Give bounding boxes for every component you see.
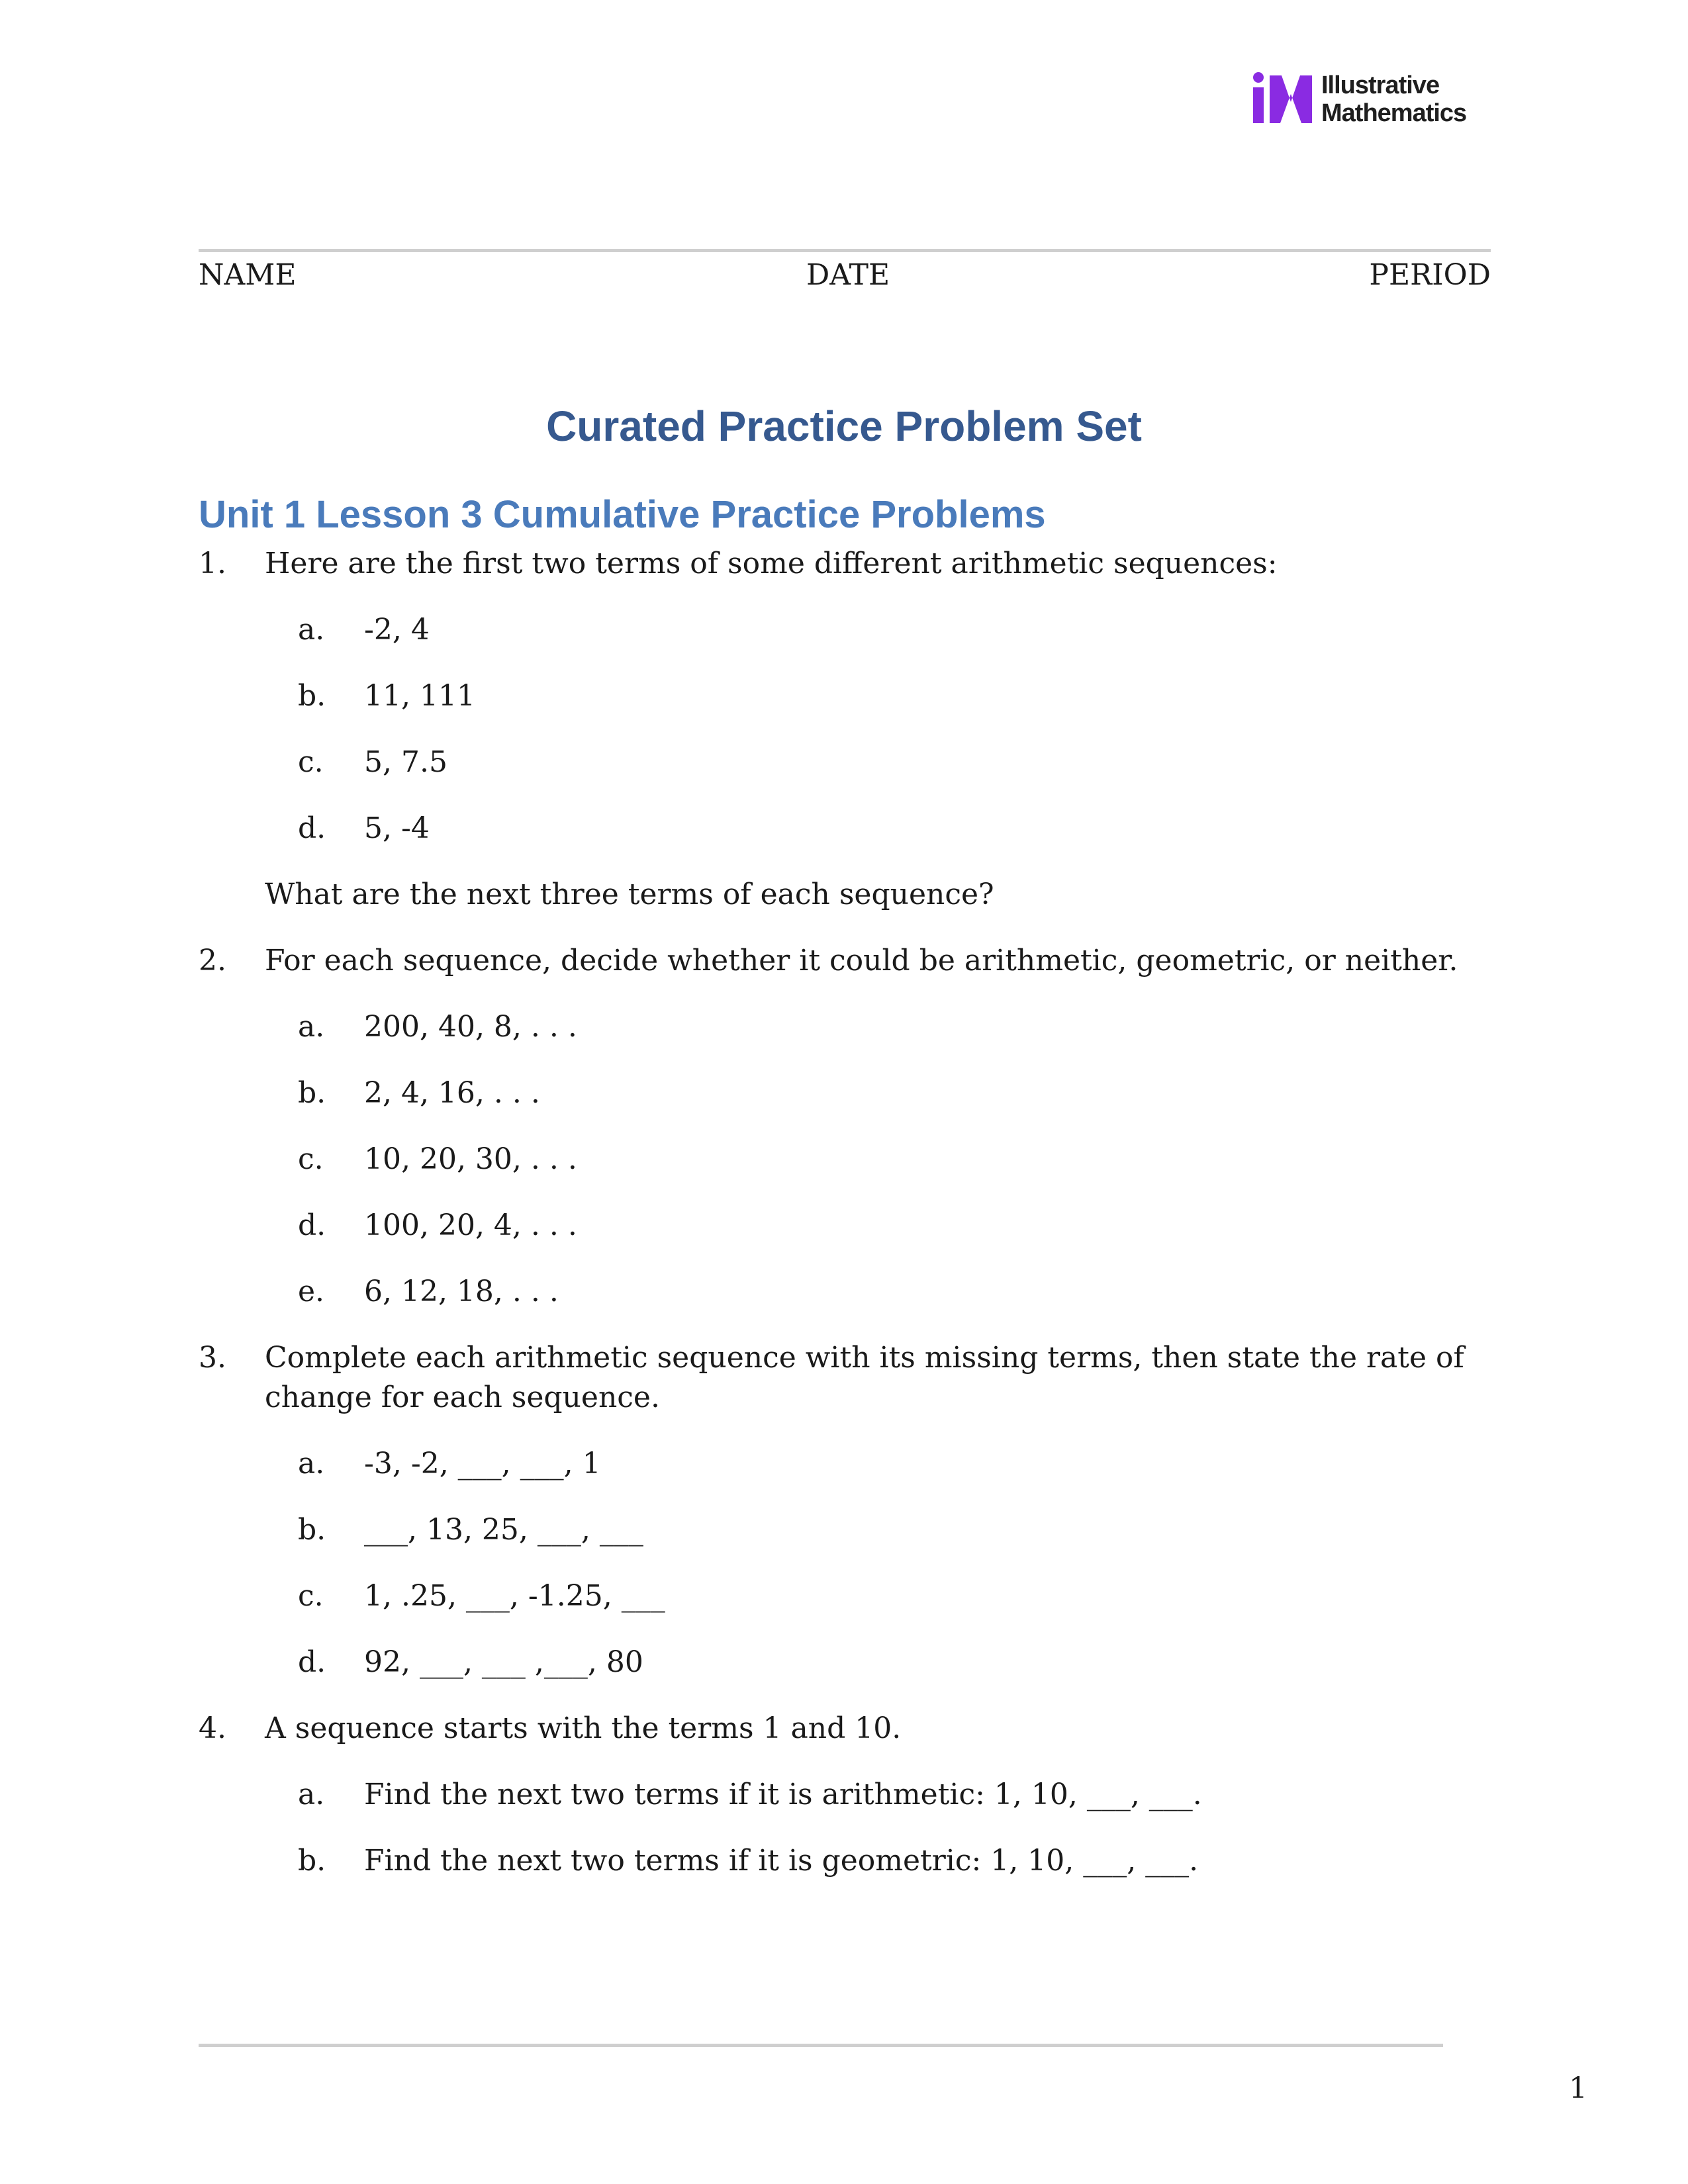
illustrative-mathematics-logo (1250, 71, 1488, 127)
item-label: b. (298, 679, 326, 713)
item-label: a. (298, 1010, 325, 1044)
list-item (265, 1576, 1496, 1616)
list-item (265, 1775, 1496, 1815)
problem-items (265, 1775, 1496, 1881)
item-text: 200, 40, 8, . . . (364, 1010, 577, 1044)
item-text: Find the next two terms if it is geometric: 1, 10, ___, ___. (364, 1844, 1199, 1878)
list-item (265, 1272, 1496, 1312)
section-heading: Unit 1 Lesson 3 Cumulative Practice Problems (199, 493, 1046, 536)
list-item (265, 743, 1496, 782)
item-text: -2, 4 (364, 613, 430, 647)
problem-text: Complete each arithmetic sequence with its missing terms, then state the rate of change for each sequence. (265, 1341, 1464, 1414)
list-item (265, 610, 1496, 650)
item-label: c. (298, 1142, 324, 1176)
logo-line-1: Illustrative (1321, 71, 1440, 99)
item-label: b. (298, 1076, 326, 1110)
list-item (265, 1444, 1496, 1484)
item-label: b. (298, 1513, 326, 1547)
item-label: d. (298, 811, 326, 845)
item-text: 5, -4 (364, 811, 430, 845)
item-text: 5, 7.5 (364, 745, 447, 779)
item-label: c. (298, 1579, 324, 1613)
item-label: d. (298, 1645, 326, 1679)
problem-question: What are the next three terms of each sequence? (265, 878, 994, 911)
item-text: 11, 111 (364, 679, 475, 713)
item-label: a. (298, 1447, 325, 1480)
item-text: 92, ___, ___ ,___, 80 (364, 1645, 643, 1679)
name-label: NAME (199, 258, 297, 292)
problem-4 (199, 1709, 1496, 1881)
item-label: e. (298, 1275, 325, 1308)
item-text: -3, -2, ___, ___, 1 (364, 1447, 601, 1480)
problem-number: 1. (199, 547, 226, 580)
page-number: 1 (1569, 2071, 1587, 2105)
item-label: a. (298, 613, 325, 647)
problem-text: Here are the first two terms of some different arithmetic sequences: (265, 547, 1278, 580)
list-item (265, 1007, 1496, 1047)
problem-1 (199, 544, 1496, 915)
problem-items (265, 610, 1496, 848)
problem-number: 2. (199, 944, 226, 978)
header-divider (199, 249, 1491, 252)
problem-number: 4. (199, 1711, 226, 1745)
list-item (265, 1140, 1496, 1179)
list-item (265, 1510, 1496, 1550)
item-text: 10, 20, 30, . . . (364, 1142, 577, 1176)
item-text: 100, 20, 4, . . . (364, 1208, 577, 1242)
page-title: Curated Practice Problem Set (546, 402, 1142, 450)
item-label: a. (298, 1778, 325, 1811)
list-item (265, 1206, 1496, 1246)
item-text: ___, 13, 25, ___, ___ (364, 1513, 643, 1547)
list-item (265, 676, 1496, 716)
list-item (265, 1643, 1496, 1682)
problem-text: A sequence starts with the terms 1 and 10. (265, 1711, 902, 1745)
problem-list (199, 544, 1496, 1881)
list-item (265, 809, 1496, 848)
item-label: c. (298, 745, 324, 779)
item-text: 1, .25, ___, -1.25, ___ (364, 1579, 665, 1613)
item-label: b. (298, 1844, 326, 1878)
problem-items (265, 1444, 1496, 1682)
item-label: d. (298, 1208, 326, 1242)
problem-3 (199, 1338, 1496, 1682)
problem-2 (199, 941, 1496, 1312)
im-logo-mark-icon (1250, 71, 1316, 124)
list-item (265, 1073, 1496, 1113)
problem-number: 3. (199, 1341, 226, 1375)
item-text: 2, 4, 16, . . . (364, 1076, 540, 1110)
item-text: Find the next two terms if it is arithmetic: 1, 10, ___, ___. (364, 1778, 1202, 1811)
problem-items (265, 1007, 1496, 1312)
footer-divider (199, 2044, 1443, 2047)
problem-text: For each sequence, decide whether it could be arithmetic, geometric, or neither. (265, 944, 1458, 978)
period-label: PERIOD (1369, 258, 1491, 292)
list-item (265, 1841, 1496, 1881)
logo-wordmark (1321, 71, 1466, 127)
item-text: 6, 12, 18, . . . (364, 1275, 559, 1308)
date-label: DATE (806, 258, 890, 292)
logo-line-2: Mathematics (1321, 99, 1467, 127)
